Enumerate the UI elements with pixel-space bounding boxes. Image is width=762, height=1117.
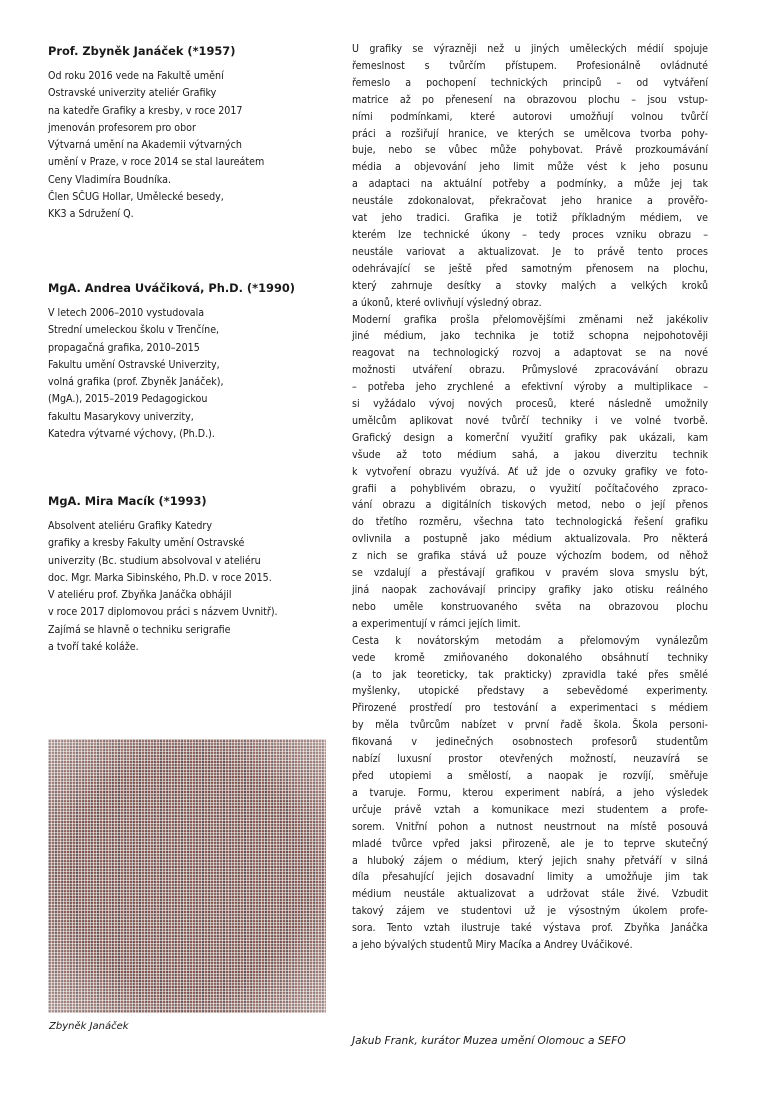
essay-line: řemeslo a pochopení technických principů – od vytváření xyxy=(352,76,708,89)
bio-line: Strední umeleckou školu v Trenčíne, xyxy=(48,324,220,337)
artwork-caption: Zbyněk Janáček xyxy=(49,1021,129,1032)
bio-line: fakultu Masarykovy univerzity, xyxy=(48,410,194,423)
essay-line: médium neustále aktualizovat a udržovat stále živé. Vzbudit xyxy=(352,888,708,901)
bio-line: Fakultu umění Ostravské Univerzity, xyxy=(48,358,220,371)
essay-line: a adaptaci na aktuální potřeby a podmínky, a může jej tak xyxy=(352,178,708,191)
essay-line: kterém lze technické úkony – tedy proces vzniku obrazu – xyxy=(352,228,708,241)
essay-line: a experimentují v rámci jejích limit. xyxy=(352,617,521,630)
bio-line: doc. Mgr. Marka Sibinského, Ph.D. v roce 2015. xyxy=(48,571,272,584)
essay-line: nebo uměle konstruovaného světa na obrazovou plochu xyxy=(352,600,708,613)
essay-line: se vzdalují a přestávají grafikou v pravém slova smyslu být, xyxy=(352,567,708,580)
essay-line: matrice až po přenesení na obrazovou plochu – jsou vstup- xyxy=(352,93,708,106)
essay-line: k vytvoření obrazu využívá. Ať už jde o ozvuky grafiky ve foto- xyxy=(352,465,708,478)
essay-line: Grafický design a komerční využití grafiky pak ukázali, kam xyxy=(352,431,708,444)
bio-line: Ceny Vladimíra Boudníka. xyxy=(48,173,172,186)
essay-line: vání obrazu a digitálních tiskových metod, nebo o její přenos xyxy=(352,499,708,512)
bio-line: jmenován profesorem pro obor xyxy=(48,121,196,134)
essay-line: a tvaruje. Formu, kterou experiment nabírá, a jeho výsledek xyxy=(352,786,708,799)
essay-text xyxy=(352,41,708,954)
essay-line: neustále zdokonalovat, překračovat jeho hranice a prověřo- xyxy=(352,195,708,208)
essay-line: buje, nebo se vůbec může pohybovat. Právě prozkoumávání xyxy=(352,144,708,157)
artist-block-uvacikova xyxy=(48,279,295,443)
essay-line: neustále variovat a aktualizovat. Je to právě tento proces xyxy=(352,245,708,258)
bio-line: na katedře Grafiky a kresby, v roce 2017 xyxy=(48,104,243,117)
bio-line: propagačná grafika, 2010–2015 xyxy=(48,341,200,354)
essay-line: odehrávající se ještě před samotným přenosem na plochu, xyxy=(352,262,708,275)
essay-line: sorem. Vnitřní pohon a nutnost neustrnout na místě posouvá xyxy=(352,820,708,833)
essay-line: Moderní grafika prošla přelomovějšími změnami než jakékoliv xyxy=(352,313,708,326)
bio-line: Člen SČUG Hollar, Umělecké besedy, xyxy=(48,191,224,204)
bio-line: Zajímá se hlavně o techniku serigrafie xyxy=(48,623,231,636)
bio-line: V ateliéru prof. Zbyňka Janáčka obhájil xyxy=(48,589,232,602)
artist-bio xyxy=(48,518,278,656)
essay-line: možnosti utváření obrazu. Průmyslové zpracovávání obrazu xyxy=(352,364,708,377)
essay-line: sora. Tento vztah ilustruje také výstava prof. Zbyňka Janáčka xyxy=(352,922,708,935)
essay-line: nabízí luxusní prostor otevřených možností, neuzavírá se xyxy=(352,753,708,766)
essay-line: U grafiky se výrazněji než u jiných uměleckých médií spojuje xyxy=(352,43,708,55)
bio-line: Katedra výtvarné výchovy, (Ph.D.). xyxy=(48,428,215,441)
essay-line: Cesta k novátorským metodám a přelomovým vynálezům xyxy=(352,634,708,647)
essay-line: určuje právě vztah a komunikace mezi studentem a profe- xyxy=(352,803,708,816)
artist-bio xyxy=(48,68,264,224)
bio-line: Absolvent ateliéru Grafiky Katedry xyxy=(48,520,212,532)
artist-name: MgA. Mira Macík (*1993) xyxy=(48,494,207,508)
bio-line: umění v Praze, v roce 2014 se stal laureátem xyxy=(48,156,265,169)
bio-line: univerzity (Bc. studium absolvoval v ateliéru xyxy=(48,554,261,567)
essay-line: grafii a pohyblivém obrazu, o využití počítačového zpraco- xyxy=(352,482,708,495)
essay-line: z nich se grafika stává už pouze výchozím bodem, od něhož xyxy=(352,550,708,563)
essay-signature: Jakub Frank, kurátor Muzea umění Olomouc a SEFO xyxy=(352,1035,626,1047)
bio-line: volná grafika (prof. Zbyněk Janáček), xyxy=(48,376,224,389)
essay-line: Přirozené prostředí pro testování a experimentaci s médiem xyxy=(352,702,708,715)
bio-line: Výtvarná umění na Akademii výtvarných xyxy=(48,139,242,152)
essay-line: média a objevování jeho limit může vést k jeho posunu xyxy=(352,161,708,174)
artwork-image xyxy=(48,739,326,1013)
essay-line: mladé tvůrce vpřed jaksi přirozeně, ale je to teprve skutečný xyxy=(352,837,708,850)
essay-line: (a to jak teoreticky, tak prakticky) zpravidla také přes smělé xyxy=(352,668,708,681)
bio-line: a tvoří také koláže. xyxy=(48,641,139,654)
bio-line: Od roku 2016 vede na Fakultě umění xyxy=(48,70,224,82)
artist-block-macik xyxy=(48,492,278,656)
essay-line: vede kromě zmiňovaného dokonalého obsáhnutí techniky xyxy=(352,651,708,664)
essay-line: myšlenky, utopické představy a sebevědomé experimenty. xyxy=(352,685,708,698)
artist-name: Prof. Zbyněk Janáček (*1957) xyxy=(48,44,236,58)
essay-line: práci a rozšiřují hranice, ve kterých se umělcova tvorba pohy- xyxy=(352,127,708,140)
essay-line: a úkonů, které ovlivňují výsledný obraz. xyxy=(352,296,542,309)
bio-line: KK3 a Sdružení Q. xyxy=(48,208,134,221)
bio-line: v roce 2017 diplomovou práci s názvem Uvnitř). xyxy=(48,606,278,619)
essay-line: umělcům aplikovat nové tvůrčí techniky i ve volné tvorbě. xyxy=(352,414,708,427)
artist-name: MgA. Andrea Uváčiková, Ph.D. (*1990) xyxy=(48,281,296,295)
essay-line: fikovaná v jedinečných osobnostech profesorů studentům xyxy=(352,736,708,749)
essay-line: vat jeho tradici. Grafika je totiž příkladným médiem, ve xyxy=(352,212,708,225)
essay-line: a hluboký zájem o médium, který jejich snahy přetváří v silná xyxy=(352,854,708,867)
bio-line: Ostravské univerzity ateliér Grafiky xyxy=(48,87,217,100)
essay-line: ními podmínkami, které autorovi umožňují volnou tvůrčí xyxy=(352,110,708,123)
essay-line: takový zájem ve studentovi už je výsostným úkolem profe- xyxy=(352,905,708,918)
essay-line: jiná naopak zachovávají principy grafiky jako otisku reálného xyxy=(352,584,708,596)
essay-line: který zahrnuje desítky a stovky malých a velkých kroků xyxy=(352,279,708,292)
essay-line: a jeho bývalých studentů Miry Macíka a Andrey Uváčikové. xyxy=(352,939,633,952)
essay-line: jiné médium, jako technika je totiž schopna nejpohotověji xyxy=(352,330,708,343)
essay-line: si vyžádalo vývoj nových procesů, které následně umožnily xyxy=(352,398,708,411)
essay-line: díla přesahující jejich dosavadní limity a umožňuje jim tak xyxy=(352,871,708,884)
bio-line: (MgA.), 2015–2019 Pedagogickou xyxy=(48,393,208,406)
bio-line: V letech 2006–2010 vystudovala xyxy=(48,307,205,319)
essay-line: – potřeba jeho zrychlené a efektivní výroby a multiplikace – xyxy=(352,381,708,394)
essay-line: před utopiemi a smělostí, a naopak je rozvíjí, směřuje xyxy=(352,769,708,782)
essay-line: do třetího rozměru, všechna tato technologická řešení grafiku xyxy=(352,516,708,529)
essay-line: reagovat na technologický rozvoj a adaptovat se na nové xyxy=(352,347,708,360)
essay-line: všude až toto médium sahá, a jakou diverzitu technik xyxy=(352,448,708,461)
bio-line: grafiky a kresby Fakulty umění Ostravské xyxy=(48,537,245,550)
essay-line: ovlivnila a postupně jako médium aktualizovala. Pro některá xyxy=(352,533,708,546)
artist-block-janacek xyxy=(48,42,264,224)
essay-line: by měla tvůrcům nabízet v první řadě škola. Škola personi- xyxy=(352,719,708,732)
essay-line: řemeslnost s tvůrčím přístupem. Profesionálně ovládnuté xyxy=(352,59,708,72)
artist-bio xyxy=(48,305,295,443)
